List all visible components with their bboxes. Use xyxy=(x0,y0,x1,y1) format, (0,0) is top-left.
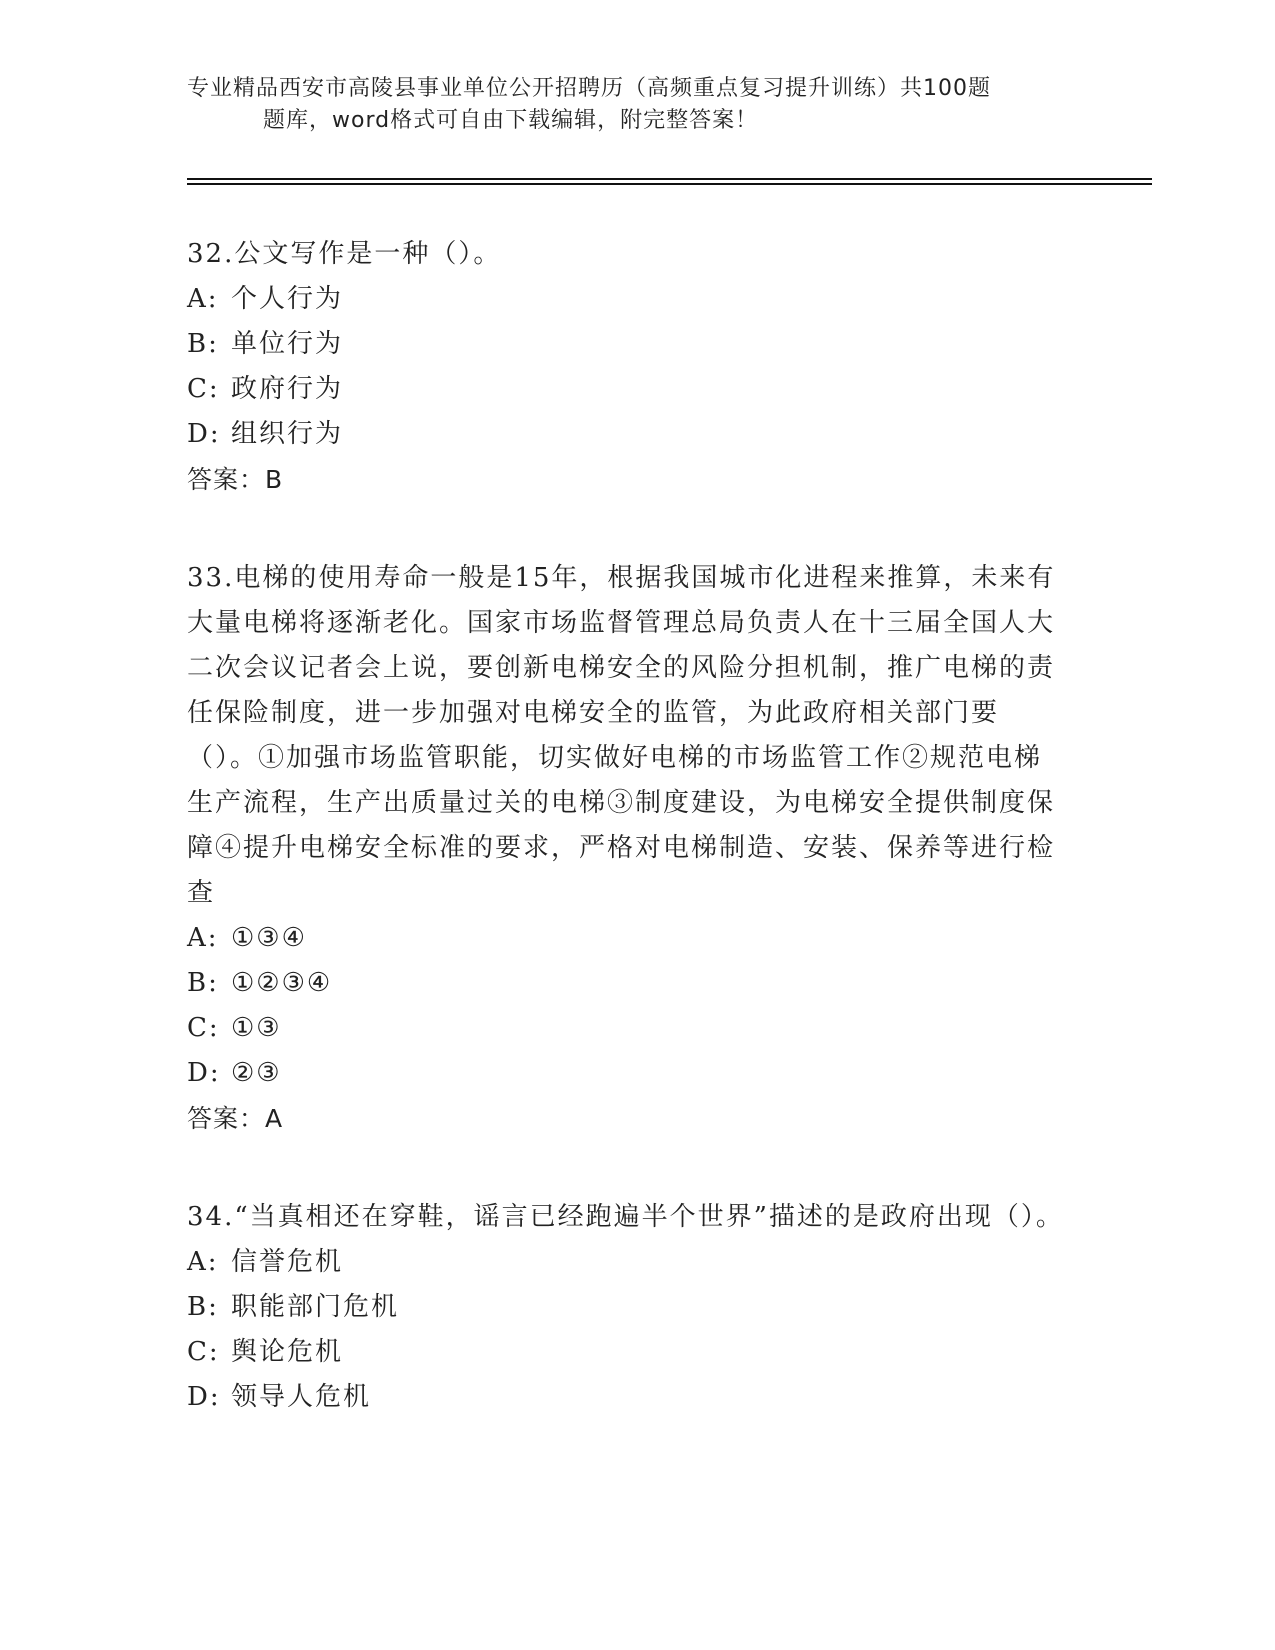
option-letter: C: xyxy=(187,374,220,404)
option-a xyxy=(187,1240,1067,1285)
option-letter: B: xyxy=(187,968,219,998)
option-text: ①②③④ xyxy=(231,968,333,998)
option-text: 舆论危机 xyxy=(231,1337,344,1367)
option-letter: D: xyxy=(187,419,221,449)
option-text: 职能部门危机 xyxy=(231,1292,400,1322)
option-letter: D: xyxy=(187,1382,221,1412)
answer-line: 答案：B xyxy=(187,465,284,494)
header-title-line-1: 专业精品西安市高陵县事业单位公开招聘历（高频重点复习提升训练）共100题 xyxy=(187,76,991,101)
question-stem: 32.公文写作是一种（）。 xyxy=(187,239,502,269)
option-letter: C: xyxy=(187,1337,220,1367)
question-stem: 34.“当真相还在穿鞋，谣言已经跑遍半个世界”描述的是政府出现（）。 xyxy=(187,1202,1064,1232)
option-letter: A: xyxy=(187,1247,219,1277)
option-text: ①③ xyxy=(231,1013,282,1043)
question-list xyxy=(187,232,1067,1420)
option-b xyxy=(187,1285,1067,1330)
question-32 xyxy=(187,232,1067,502)
option-text: 组织行为 xyxy=(231,419,344,449)
option-letter: B: xyxy=(187,1292,219,1322)
option-b xyxy=(187,961,1067,1006)
option-letter: C: xyxy=(187,1013,220,1043)
question-34 xyxy=(187,1195,1067,1420)
question-33 xyxy=(187,556,1067,1141)
option-letter: D: xyxy=(187,1058,221,1088)
header-divider-bottom xyxy=(187,183,1152,185)
header-title-line-2: 题库，word格式可自由下载编辑，附完整答案！ xyxy=(263,108,759,133)
option-letter: A: xyxy=(187,923,219,953)
question-stem: 33.电梯的使用寿命一般是15年，根据我国城市化进程来推算，未来有大量电梯将逐渐老化。国家市场监督管理总局负责人在十三届全国人大二次会议记者会上说，要创新电梯安全的风险分担机制，推广电梯的责任保险制度，进一步加强对电梯安全的监管，为此政府相关部门要（）。①加强市场监管职能，切实做好电梯的市场监管工作②规范电梯生产流程，生产出质量过关的电梯③制度建设，为电梯安全提供制度保障④提升电梯安全标准的要求，严格对电梯制造、安装、保养等进行检查 xyxy=(187,563,1056,908)
option-c xyxy=(187,1006,1067,1051)
answer-line: 答案：A xyxy=(187,1104,284,1133)
document-header xyxy=(187,73,1057,137)
header-divider-top xyxy=(187,178,1152,180)
option-text: ①③④ xyxy=(231,923,307,953)
option-d xyxy=(187,1375,1067,1420)
option-c xyxy=(187,1330,1067,1375)
option-a xyxy=(187,277,1067,322)
option-letter: A: xyxy=(187,284,219,314)
option-text: 信誉危机 xyxy=(231,1247,344,1277)
option-text: ②③ xyxy=(231,1058,282,1088)
option-d xyxy=(187,1051,1067,1096)
option-d xyxy=(187,412,1067,457)
option-a xyxy=(187,916,1067,961)
option-b xyxy=(187,322,1067,367)
option-c xyxy=(187,367,1067,412)
option-letter: B: xyxy=(187,329,219,359)
option-text: 领导人危机 xyxy=(231,1382,372,1412)
option-text: 单位行为 xyxy=(231,329,344,359)
option-text: 政府行为 xyxy=(231,374,344,404)
option-text: 个人行为 xyxy=(231,284,344,314)
